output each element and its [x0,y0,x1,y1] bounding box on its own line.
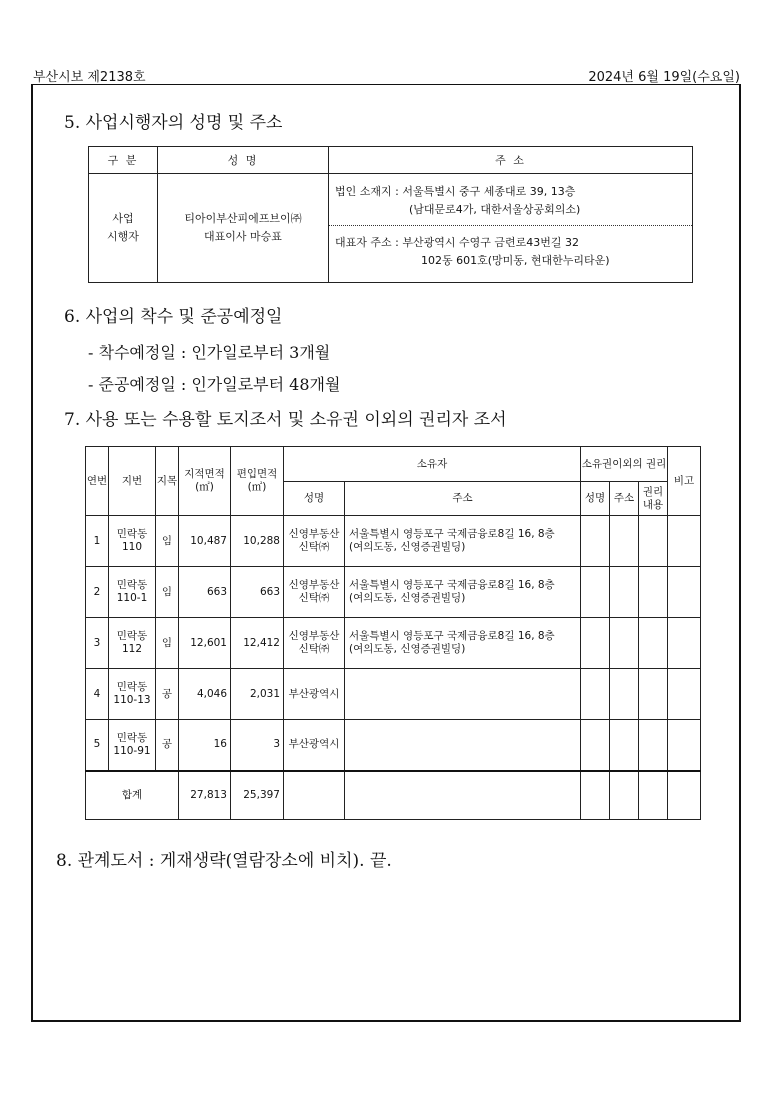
corporate-address: 법인 소재지 : 서울특별시 중구 세종대로 39, 13층 (남대문로4가, 대한서울상공회의소) [329,174,692,226]
table-row: 2 민락동 110-1 임 663 663 신영부동산 신탁㈜ 서울특별시 영등포구 국제금융로8길 16, 8층 (여의도동, 신영증권빌딩) [86,567,701,618]
col-no: 연번 [86,447,109,516]
section-8-title: 8. 관계도서 : 게재생략(열람장소에 비치). 끝. [56,851,392,871]
col-owner-name: 성명 [284,482,345,516]
col-address: 주 소 [329,147,693,174]
col-rights-content: 권리 내용 [639,482,668,516]
applicant-category: 사업 시행자 [89,174,158,283]
section-7-title: 7. 사용 또는 수용할 토지조서 및 소유권 이외의 권리자 조서 [64,410,507,430]
col-other-rights: 소유권이외의 권리 [581,447,668,482]
col-included-area: 편입면적 (㎡) [231,447,284,516]
applicant-address [329,174,693,283]
total-row [86,771,701,820]
col-rights-name: 성명 [581,482,610,516]
start-date-line: - 착수예정일 : 인가일로부터 3개월 [88,343,331,362]
col-remarks: 비고 [668,447,701,516]
representative-address: 대표자 주소 : 부산광역시 수영구 금련로43번길 32 102동 601호(망미동, 현대한누리타운) [335,236,610,267]
land-table [85,446,701,820]
col-rights-address: 주소 [610,482,639,516]
end-date-line: - 준공예정일 : 인가일로부터 48개월 [88,375,341,394]
table-row: 1 민락동 110 임 10,487 10,288 신영부동산 신탁㈜ 서울특별시 영등포구 국제금융로8길 16, 8층 (여의도동, 신영증권빌딩) [86,516,701,567]
applicant-name: 티아이부산피에프브이㈜ 대표이사 마승표 [158,174,329,283]
total-included-area: 25,397 [231,771,284,820]
bulletin-date: 2024년 6월 19일(수요일) [588,70,740,85]
col-land-category: 지목 [156,447,179,516]
section-5-title: 5. 사업시행자의 성명 및 주소 [64,113,283,133]
total-label: 합계 [86,771,179,820]
col-owner-address: 주소 [345,482,581,516]
bulletin-issue: 부산시보 제2138호 [33,70,146,85]
total-area: 27,813 [179,771,231,820]
col-name: 성 명 [158,147,329,174]
table-row: 4 민락동 110-13 공 4,046 2,031 부산광역시 [86,669,701,720]
col-category: 구 분 [89,147,158,174]
col-area: 지적면적 (㎡) [179,447,231,516]
col-owner: 소유자 [284,447,581,482]
col-lot: 지번 [109,447,156,516]
applicant-table [88,146,693,283]
section-6-title: 6. 사업의 착수 및 준공예정일 [64,307,283,327]
table-row: 3 민락동 112 임 12,601 12,412 신영부동산 신탁㈜ 서울특별시 영등포구 국제금융로8길 16, 8층 (여의도동, 신영증권빌딩) [86,618,701,669]
table-row: 5 민락동 110-91 공 16 3 부산광역시 [86,720,701,771]
